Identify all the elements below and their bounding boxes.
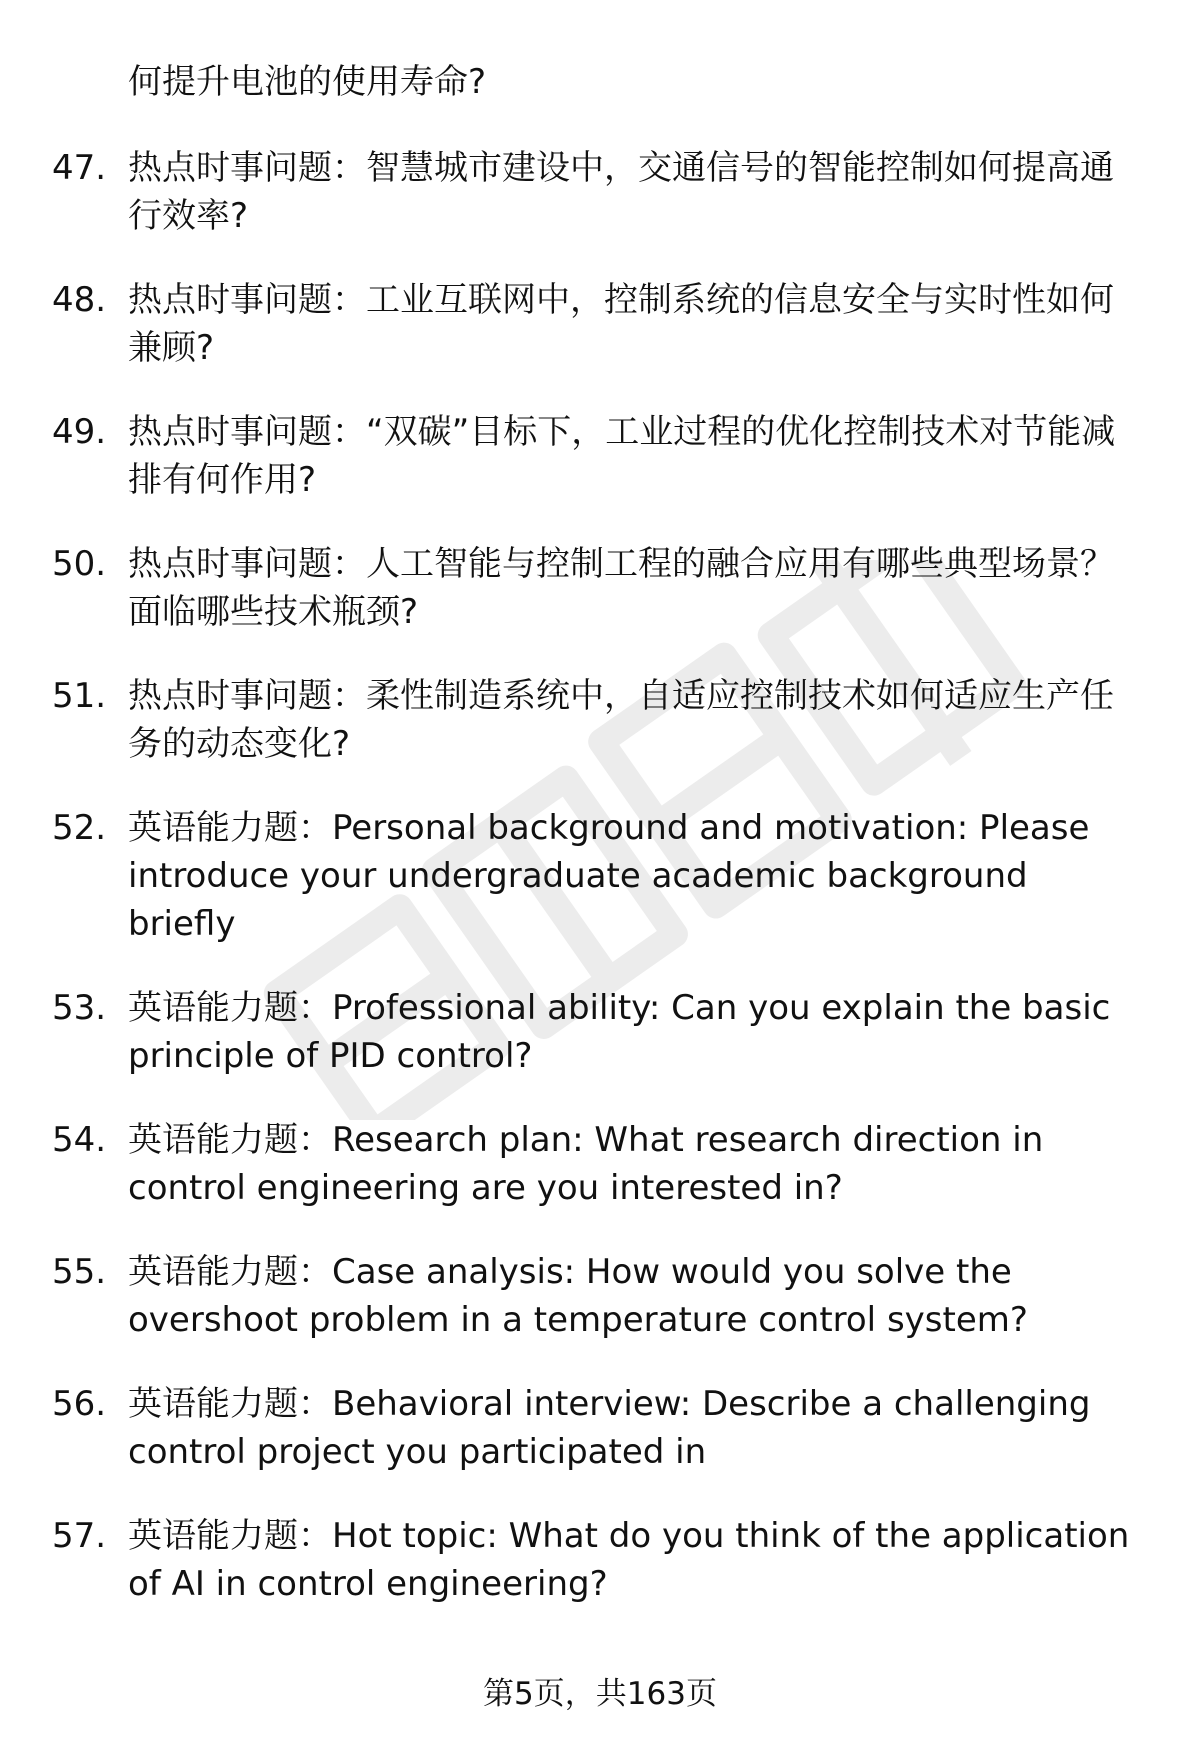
question-number: 49. [52,412,107,452]
question-text: 热点时事问题：柔性制造系统中，自适应控制技术如何适应生产任务的动态变化? [128,676,1114,764]
question-number: 47. [52,148,107,188]
question-text: 热点时事问题：智慧城市建设中，交通信号的智能控制如何提高通行效率? [128,148,1114,236]
question-number: 48. [52,280,107,320]
question-item [0,408,1200,504]
question-number: 54. [52,1120,107,1160]
question-number: 50. [52,544,107,584]
question-text: 热点时事问题：人工智能与控制工程的融合应用有哪些典型场景？面临哪些技术瓶颈? [128,544,1114,632]
page-footer: 第5页，共163页 [483,1676,717,1712]
question-text: 英语能力题：Case analysis: How would you solve the overshoot problem in a temperature control system? [128,1252,1028,1340]
question-item [0,276,1200,372]
question-item [0,144,1200,240]
question-number: 52. [52,808,107,848]
question-text: 英语能力题：Research plan: What research direction in control engineering are you interested in? [128,1120,1044,1208]
question-item [0,984,1200,1080]
question-item [0,672,1200,768]
question-text: 英语能力题：Behavioral interview: Describe a challenging control project you participated in [128,1384,1091,1472]
question-text: 热点时事问题：工业互联网中，控制系统的信息安全与实时性如何兼顾? [128,280,1114,368]
question-list [0,144,1200,1644]
question-number: 53. [52,988,107,1028]
question-item [0,1116,1200,1212]
question-number: 56. [52,1384,107,1424]
question-text: 英语能力题：Hot topic: What do you think of the application of AI in control engineering? [128,1516,1130,1604]
question-number: 57. [52,1516,107,1556]
question-number: 51. [52,676,107,716]
carryover-text: 何提升电池的使用寿命? [128,62,487,102]
question-text: 英语能力题：Personal background and motivation: Please introduce your undergraduate academic background briefly [128,808,1090,944]
question-number: 55. [52,1252,107,1292]
question-item [0,804,1200,948]
question-text: 热点时事问题：“双碳”目标下，工业过程的优化控制技术对节能减排有何作用? [128,412,1116,500]
question-item [0,1512,1200,1608]
question-item [0,540,1200,636]
question-text: 英语能力题：Professional ability: Can you explain the basic principle of PID control? [128,988,1111,1076]
question-item [0,1380,1200,1476]
question-item [0,1248,1200,1344]
